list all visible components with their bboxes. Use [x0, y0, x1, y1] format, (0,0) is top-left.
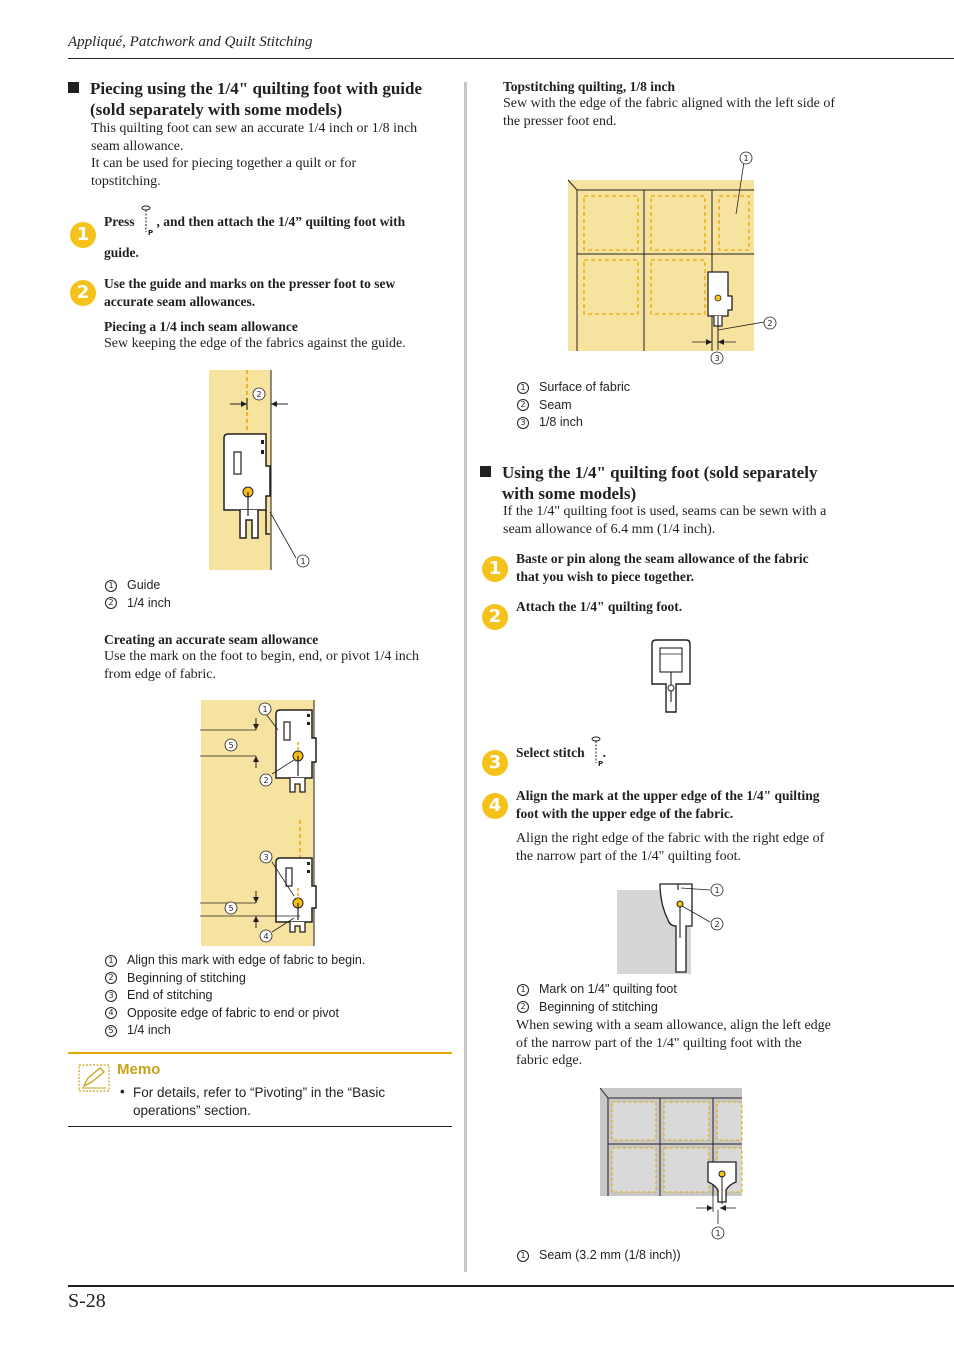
memo-title: Memo	[117, 1061, 161, 1078]
legend-item: 1 Guide	[105, 577, 171, 595]
intro-paragraph: This quilting foot can sew an accurate 1/4 inch or 1/8 inch seam allowance. It can be used for piecing together a quilt or for topstitching.	[91, 121, 418, 189]
column-divider	[464, 82, 467, 1272]
step-r4-badge: 4	[482, 793, 508, 819]
memo-bottom-rule	[68, 1126, 452, 1127]
running-header: Appliqué, Patchwork and Quilt Stitching	[68, 34, 313, 50]
step-1-badge: 1	[70, 222, 96, 248]
svg-text:1: 1	[715, 1229, 721, 1238]
figure-5-legend	[517, 981, 677, 1016]
svg-text:3: 3	[263, 853, 269, 862]
legend-item: 1 Surface of fabric	[517, 379, 630, 397]
svg-text:P: P	[597, 759, 603, 767]
figure-2-legend	[105, 952, 365, 1040]
svg-text:2: 2	[767, 319, 773, 328]
memo-top-rule	[68, 1052, 452, 1054]
figure-1-legend	[105, 577, 171, 612]
svg-text:1: 1	[743, 154, 749, 163]
step-r2-text: Attach the 1/4" quilting foot.	[516, 599, 683, 614]
svg-text:4: 4	[263, 932, 269, 941]
figure-6-legend	[517, 1247, 681, 1265]
figure-pivot-marks	[200, 700, 322, 948]
svg-text:2: 2	[263, 776, 269, 785]
footer-rule	[68, 1285, 954, 1287]
figure-quarter-inch-foot	[648, 638, 694, 716]
svg-text:2: 2	[714, 920, 720, 929]
legend-item: 1 Mark on 1/4" quilting foot	[517, 981, 677, 999]
legend-item: 1 Align this mark with edge of fabric to begin.	[105, 952, 365, 970]
legend-item: 2 Beginning of stitching	[517, 999, 677, 1017]
step-r4-body: Align the right edge of the fabric with the right edge of the narrow part of the 1/4" quilting foot.	[516, 831, 825, 864]
memo-bullet: •	[120, 1084, 125, 1099]
svg-text:5: 5	[228, 904, 234, 913]
svg-text:5: 5	[228, 741, 234, 750]
legend-item: 2 1/4 inch	[105, 595, 171, 613]
svg-text:1: 1	[300, 557, 306, 566]
sub-section-quarter-inch: Piecing a 1/4 inch seam allowance Sew keeping the edge of the fabrics against the guide.	[104, 319, 406, 351]
section-intro: If the 1/4" quilting foot is used, seams can be sewn with a seam allowance of 6.4 mm (1/4 inch).	[503, 504, 827, 537]
legend-item: 4 Opposite edge of fabric to end or pivot	[105, 1005, 365, 1023]
straight-stitch-key-icon	[589, 735, 603, 772]
step-2-badge: 2	[70, 280, 96, 306]
sub-section-topstitching: Topstitching quilting, 1/8 inch Sew with the edge of the fabric aligned with the left side of the presser foot end.	[503, 79, 836, 129]
step-1-text: Press P , and then attach the 1/4” quilting foot with guide.	[104, 205, 454, 262]
section-bullet-icon	[68, 82, 79, 93]
header-rule	[68, 58, 954, 59]
page-number: S-28	[68, 1290, 106, 1312]
figure-3-legend	[517, 379, 630, 432]
step-2-text: Use the guide and marks on the presser foot to sew accurate seam allowances.	[104, 276, 396, 309]
seam-allowance-paragraph: When sewing with a seam allowance, align the left edge of the narrow part of the 1/4" quilting foot with the fabric edge.	[516, 1018, 831, 1068]
step-r1-badge: 1	[482, 556, 508, 582]
section-title-quilting-foot: Using the 1/4" quilting foot (sold separately with some models)	[480, 462, 880, 504]
legend-item: 2 Seam	[517, 397, 630, 415]
sub-section-accurate-seam: Creating an accurate seam allowance Use the mark on the foot to begin, end, or pivot 1/4 inch from edge of fabric.	[104, 632, 419, 682]
figure-foot-mark	[616, 880, 728, 976]
section-title-guide-foot: Piecing using the 1/4" quilting foot with guide (sold separately with some models)	[68, 78, 458, 120]
figure-topstitch-quilt	[562, 150, 784, 368]
svg-text:2: 2	[256, 390, 262, 399]
step-r3-badge: 3	[482, 750, 508, 776]
legend-item: 5 1/4 inch	[105, 1022, 365, 1040]
legend-item: 3 1/8 inch	[517, 414, 630, 432]
legend-item: 1 Seam (3.2 mm (1/8 inch))	[517, 1247, 681, 1265]
step-r4-text: Align the mark at the upper edge of the 1/4" quilting foot with the upper edge of the fabric.	[516, 788, 820, 821]
step-r2-badge: 2	[482, 604, 508, 630]
legend-item: 3 End of stitching	[105, 987, 365, 1005]
legend-item: 2 Beginning of stitching	[105, 970, 365, 988]
svg-text:1: 1	[262, 705, 268, 714]
svg-text:1: 1	[714, 886, 720, 895]
section-bullet-icon	[480, 466, 491, 477]
figure-gray-quilt	[596, 1086, 746, 1242]
memo-pencil-icon	[78, 1064, 110, 1092]
svg-text:3: 3	[714, 354, 720, 363]
step-r1-text: Baste or pin along the seam allowance of the fabric that you wish to piece together.	[516, 551, 809, 584]
memo-text: For details, refer to “Pivoting” in the “Basic operations” section.	[133, 1085, 386, 1118]
step-r3-text: Select stitch P .	[516, 735, 876, 771]
straight-stitch-key-icon	[139, 204, 153, 241]
svg-text:P: P	[147, 228, 153, 236]
figure-guide-foot	[200, 370, 320, 572]
